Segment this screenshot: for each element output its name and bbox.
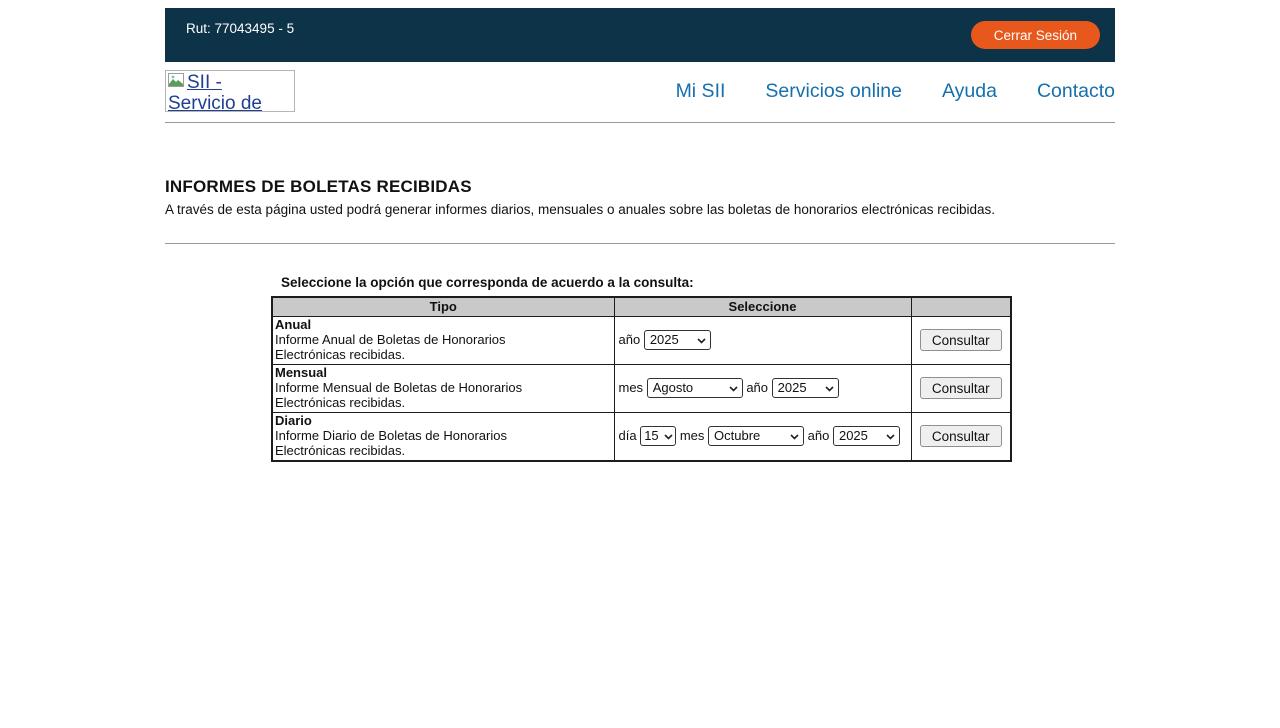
mensual-year-select[interactable] bbox=[772, 378, 839, 398]
diario-year-label: año bbox=[807, 427, 830, 443]
report-description-anual: Informe Anual de Boletas de Honorarios Electrónicas recibidas. bbox=[275, 331, 506, 362]
report-type-anual: Anual bbox=[275, 316, 312, 332]
diario-year-select[interactable] bbox=[833, 426, 900, 446]
nav-contacto[interactable]: Contacto bbox=[1036, 79, 1115, 102]
mensual-year-label: año bbox=[746, 379, 769, 395]
nav-mi-sii[interactable]: Mi SII bbox=[675, 79, 726, 102]
main-nav bbox=[636, 80, 1115, 103]
informes-table bbox=[271, 296, 1012, 462]
report-description-mensual: Informe Mensual de Boletas de Honorarios Electrónicas recibidas. bbox=[275, 379, 523, 410]
anual-year-label: año bbox=[618, 331, 641, 347]
logout-button[interactable]: Cerrar Sesión bbox=[971, 21, 1100, 49]
separator bbox=[165, 243, 1115, 244]
report-description-diario: Informe Diario de Boletas de Honorarios Electrónicas recibidas. bbox=[275, 427, 507, 458]
mensual-month-label: mes bbox=[618, 379, 644, 395]
header-accion bbox=[911, 297, 1011, 316]
diario-day-select[interactable] bbox=[640, 426, 676, 446]
nav-ayuda[interactable]: Ayuda bbox=[941, 79, 997, 102]
header-seleccione: Seleccione bbox=[614, 297, 911, 316]
diario-month-select[interactable] bbox=[708, 426, 804, 446]
consulta-section bbox=[271, 275, 1115, 462]
consultar-anual-button[interactable]: Consultar bbox=[920, 329, 1002, 351]
page-title: INFORMES DE BOLETAS RECIBIDAS bbox=[165, 177, 472, 196]
diario-month-label: mes bbox=[679, 427, 705, 443]
table-row-diario bbox=[272, 412, 1011, 461]
report-type-mensual: Mensual bbox=[275, 364, 328, 380]
page-container bbox=[165, 8, 1115, 462]
page-description: A través de esta página usted podrá generar informes diarios, mensuales o anuales sobre las boletas de honorarios electrónicas recibidas. bbox=[165, 202, 995, 217]
consultar-diario-button[interactable]: Consultar bbox=[920, 425, 1002, 447]
mensual-month-select[interactable] bbox=[647, 378, 743, 398]
table-row-mensual bbox=[272, 364, 1011, 412]
section-label: Seleccione la opción que corresponda de acuerdo a la consulta: bbox=[281, 275, 694, 290]
broken-image-icon bbox=[168, 72, 186, 88]
table-row-anual bbox=[272, 316, 1011, 364]
session-bar bbox=[165, 8, 1115, 62]
site-header bbox=[165, 62, 1115, 123]
header-tipo: Tipo bbox=[272, 297, 614, 316]
sii-logo-broken-image[interactable] bbox=[165, 70, 295, 112]
report-type-diario: Diario bbox=[275, 412, 312, 428]
table-header-row bbox=[272, 297, 1011, 316]
anual-year-select[interactable] bbox=[644, 330, 711, 350]
rut-label: Rut: 77043495 - 5 bbox=[186, 20, 295, 36]
nav-servicios-online[interactable]: Servicios online bbox=[765, 79, 902, 102]
diario-day-label: día bbox=[618, 427, 637, 443]
logo-alt-text: SII - Servicio de bbox=[168, 72, 262, 112]
consultar-mensual-button[interactable]: Consultar bbox=[920, 377, 1002, 399]
